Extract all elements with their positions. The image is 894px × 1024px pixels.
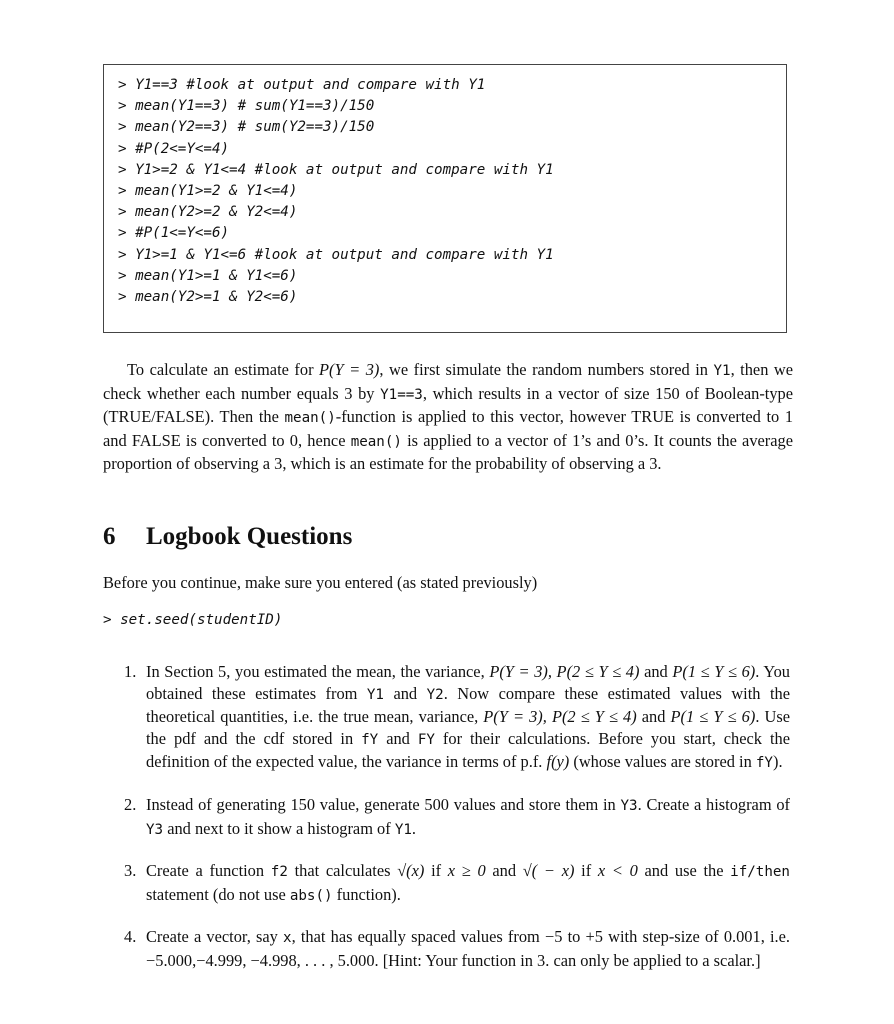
code-box <box>103 64 787 333</box>
intro-text: Before you continue, make sure you entered (as stated previously) <box>103 573 538 592</box>
code-line: > Y1>=1 & Y1<=6 #look at output and compare with Y1 <box>118 246 554 263</box>
section-number: 6 <box>103 523 116 550</box>
code-line: > mean(Y2==3) # sum(Y2==3)/150 <box>118 119 375 136</box>
code-line: > mean(Y2>=1 & Y2<=6) <box>118 289 298 306</box>
code-line: > Y1>=2 & Y1<=4 #look at output and compare with Y1 <box>118 161 554 178</box>
code-line: > #P(1<=Y<=6) <box>118 225 230 242</box>
question-item: 3. Create a function f2 that calculates √(x) if x ≥ 0 and √( − x) if x < 0 and use the if/then statement (do not use abs() function). <box>124 861 790 904</box>
section-heading <box>103 520 352 554</box>
code-line: > mean(Y2>=2 & Y2<=4) <box>118 204 298 221</box>
code-line: > mean(Y1>=2 & Y1<=4) <box>118 183 298 200</box>
set-seed-command: > set.seed(studentID) <box>103 612 283 628</box>
code-line: > Y1==3 #look at output and compare with Y1 <box>118 77 486 93</box>
question-number: 2. <box>124 794 137 814</box>
question-item: 2. Instead of generating 150 value, generate 500 values and store them in Y3. Create a histogram of Y3 and next to it show a histogram of Y1. <box>124 794 790 838</box>
section-title: Logbook Questions <box>146 523 353 550</box>
question-item: 4. Create a vector, say x, that has equally spaced values from −5 to +5 with step-size of 0.001, i.e. −5.000,−4.999, −4.998, . . . , 5.000. [Hint: Your function in 3. can only be applied to a scalar.] <box>124 927 790 970</box>
question-list <box>124 661 790 991</box>
code-line: > mean(Y1==3) # sum(Y1==3)/150 <box>118 98 375 115</box>
question-number: 3. <box>124 861 137 881</box>
explanation-paragraph: To calculate an estimate for P(Y = 3), we first simulate the random numbers stored in Y1, then we check whether each number equals 3 by Y1==3, which results in a vector of size 150 of Boolean-type (TRUE/FALSE). Then the mean()-function is applied to this vector, however TRUE is converted to 1 and FALSE is converted to 0, hence mean() is applied to a vector of 1’s and 0’s. It counts the average proportion of observing a 3, which is an estimate for the probability of observing a 3. <box>103 360 794 474</box>
question-number: 1. <box>124 662 137 681</box>
question-item: 1. In Section 5, you estimated the mean, the variance, P(Y = 3), P(2 ≤ Y ≤ 4) and P(1 ≤ Y ≤ 6). You obtained these estimates from Y1 and Y2. Now compare these estimated values with the theoretical quantities, i.e. the true mean, variance, P(Y = 3), P(2 ≤ Y ≤ 4) and P(1 ≤ Y ≤ 6). Use the pdf and the cdf stored in fY and FY for their calculations. Before you start, check the definition of the expected value, the variance in terms of p.f. f(y) (whose values are stored in fY). <box>124 662 790 772</box>
code-lines <box>118 75 554 308</box>
question-number: 4. <box>124 927 137 947</box>
code-line: > #P(2<=Y<=4) <box>118 140 230 157</box>
code-line: > mean(Y1>=1 & Y1<=6) <box>118 267 298 284</box>
